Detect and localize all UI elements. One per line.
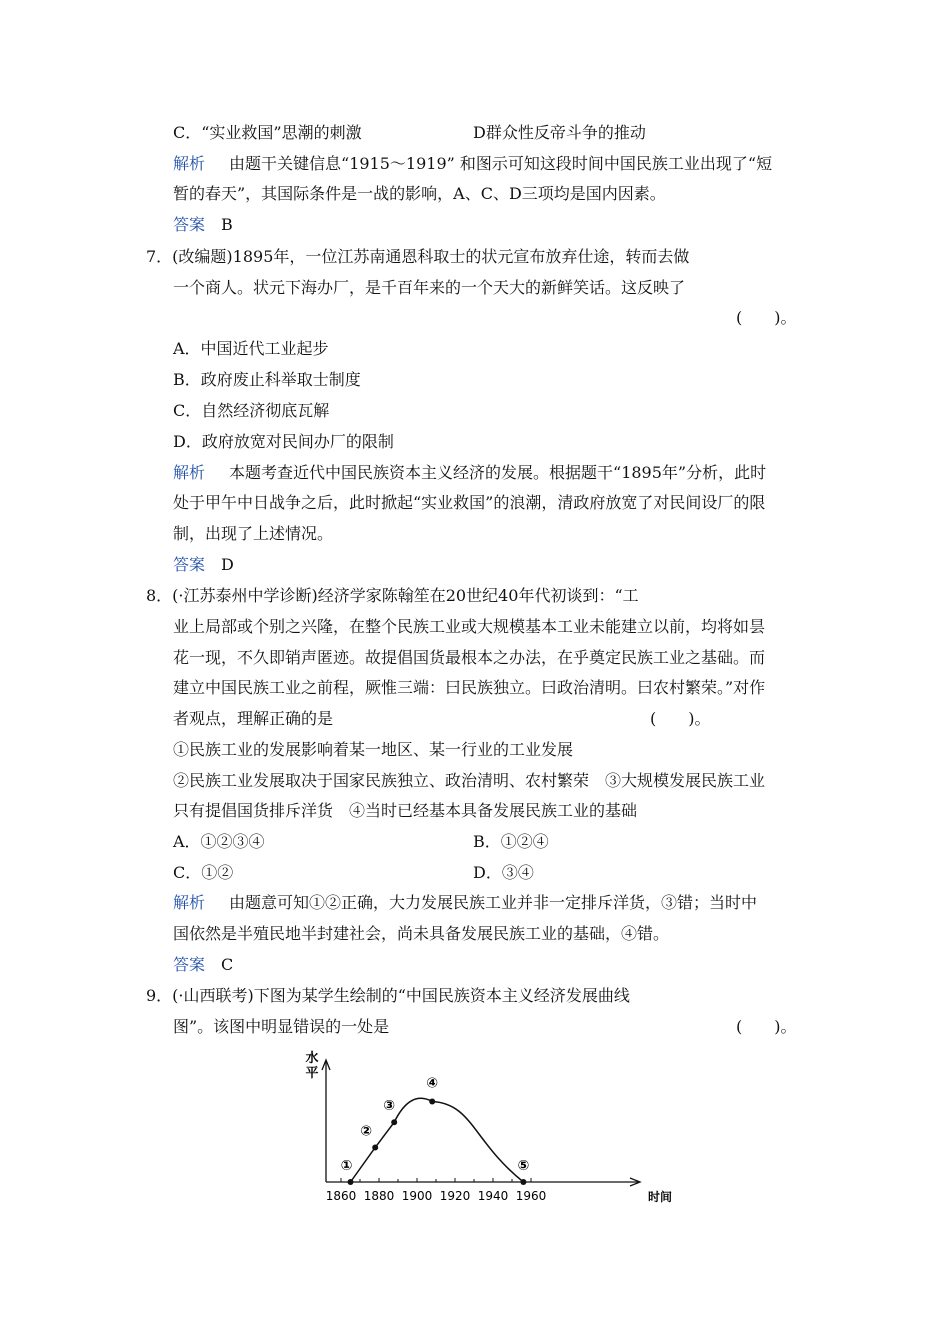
data-point-label: ⑤ <box>517 1158 530 1174</box>
q8-stem-line-2: 业上局部或个别之兴隆，在整个民族工业或大规模基本工业未能建立以前，均将如昙 <box>173 617 766 636</box>
q7-answer <box>173 554 234 576</box>
q6-analysis-line-2: 暂的春天”，其国际条件是一战的影响，A、C、D三项均是国内因素。 <box>173 184 666 203</box>
data-point-label: ④ <box>426 1075 439 1092</box>
q8-stem-line-4: 建立中国民族工业之前程，厥惟三端：曰民族独立。曰政治清明。曰农村繁荣。”对作 <box>173 678 766 697</box>
answer-label: 答案 <box>173 955 206 974</box>
q9-stem-line-1: 9．(·山西联考)下图为某学生绘制的“中国民族资本主义经济发展曲线 <box>146 986 630 1005</box>
q8-option-c: C．①② <box>173 863 234 882</box>
q7-analysis-line-3: 制，出现了上述情况。 <box>173 524 334 543</box>
q7-option-a: A．中国近代工业起步 <box>173 339 329 358</box>
x-tick-label: 1940 <box>477 1189 509 1203</box>
q8-stem-line-1: 8．(·江苏泰州中学诊断)经济学家陈翰笙在20世纪40年代初谈到：“工 <box>146 586 639 605</box>
q8-stem-line-5: 者观点，理解正确的是 <box>173 709 334 728</box>
q7-option-b: B．政府废止科举取士制度 <box>173 370 361 389</box>
analysis-label: 解析 <box>173 463 206 482</box>
data-point <box>429 1099 435 1105</box>
q8-item-3: 只有提倡国货排斥洋货 ④当时已经基本具备发展民族工业的基础 <box>173 801 638 820</box>
q7-analysis-line-1 <box>173 462 766 484</box>
q9-answer-blank: ( )。 <box>736 1017 797 1036</box>
x-tick-label: 1920 <box>439 1189 471 1203</box>
y-axis-label: 水 <box>305 1051 319 1066</box>
q8-stem-line-3: 花一现，不久即销声匿迹。故提倡国货最根本之办法，在乎奠定民族工业之基础。而 <box>173 648 766 667</box>
q7-answer-blank: ( )。 <box>736 308 797 327</box>
answer-value: D <box>221 555 234 574</box>
q8-answer <box>173 954 233 976</box>
analysis-text: 本题考查近代中国民族资本主义经济的发展。根据题干“1895年”分析，此时 <box>229 463 767 482</box>
q8-option-b: B．①②④ <box>473 832 549 851</box>
economic-development-chart <box>290 1040 690 1210</box>
x-tick-label: 1880 <box>363 1189 395 1203</box>
analysis-text: 由题干关键信息“1915～1919” 和图示可知这段时间中国民族工业出现了“短 <box>229 154 773 173</box>
q9-stem-line-2: 图”。该图中明显错误的一处是 <box>173 1017 390 1036</box>
q7-stem-line-1: 7．(改编题)1895年，一位江苏南通恩科取士的状元宣布放弃仕途，转而去做 <box>146 247 690 266</box>
development-curve <box>351 1098 524 1182</box>
q8-option-a: A．①②③④ <box>173 832 265 851</box>
analysis-label: 解析 <box>173 893 206 912</box>
x-tick-label: 1860 <box>325 1189 357 1203</box>
data-point-label: ③ <box>383 1098 396 1115</box>
q7-option-d: D．政府放宽对民间办厂的限制 <box>173 432 394 451</box>
x-axis-label: 时间 <box>647 1190 673 1204</box>
answer-value: B <box>221 215 233 234</box>
x-tick-label: 1900 <box>401 1189 433 1203</box>
q8-answer-blank: ( )。 <box>650 709 711 728</box>
analysis-text: 由题意可知①②正确，大力发展民族工业并非一定排斥洋货，③错；当时中 <box>229 893 758 912</box>
q8-item-1: ①民族工业的发展影响着某一地区、某一行业的工业发展 <box>173 740 574 759</box>
data-point <box>372 1145 378 1151</box>
q8-item-2: ②民族工业发展取决于国家民族独立、政治清明、农村繁荣 ③大规模发展民族工业 <box>173 771 766 790</box>
chart-points <box>341 1076 530 1186</box>
q8-option-d: D．③④ <box>473 863 534 882</box>
q6-analysis-line-1 <box>173 153 772 175</box>
data-point-label: ② <box>360 1123 373 1140</box>
q6-option-c: C．“实业救国”思潮的刺激 <box>173 123 362 142</box>
data-point <box>520 1179 526 1185</box>
q7-analysis-line-2: 处于甲午中日战争之后，此时掀起“实业救国”的浪潮，清政府放宽了对民间设厂的限 <box>173 493 766 512</box>
y-axis-label: 平 <box>305 1066 319 1081</box>
q8-analysis-line-1 <box>173 892 757 914</box>
q7-option-c: C．自然经济彻底瓦解 <box>173 401 330 420</box>
data-point <box>348 1179 354 1185</box>
q6-answer <box>173 214 233 236</box>
q7-stem-line-2: 一个商人。状元下海办厂，是千百年来的一个天大的新鲜笑话。这反映了 <box>173 278 686 297</box>
x-tick-label: 1960 <box>515 1189 547 1203</box>
data-point-label: ① <box>340 1158 353 1174</box>
q6-option-d: D群众性反帝斗争的推动 <box>473 123 646 142</box>
data-point <box>391 1119 397 1125</box>
answer-label: 答案 <box>173 555 206 574</box>
answer-label: 答案 <box>173 215 206 234</box>
answer-value: C <box>221 955 234 974</box>
q8-analysis-line-2: 国依然是半殖民地半封建社会，尚未具备发展民族工业的基础，④错。 <box>173 924 670 943</box>
analysis-label: 解析 <box>173 154 206 173</box>
